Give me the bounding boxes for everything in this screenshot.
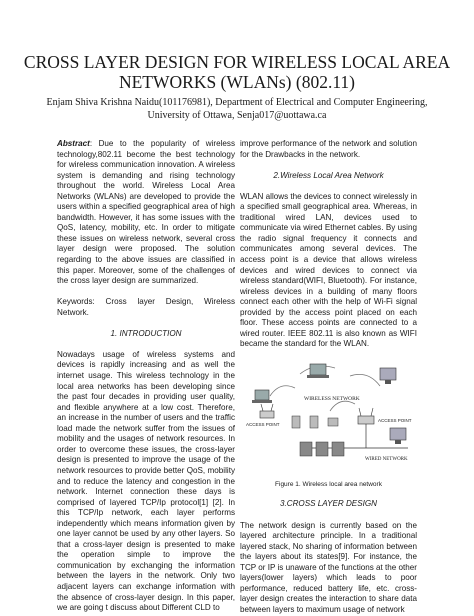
section-3-text: The network design is currently based on the layered architecture principle. In a traditional layered stack, No sharing of information between the layers about its states[9]. For instance, the TCP or IP is unaware of the functions at the other layers(lower layers) which leads to poor performance, reduced battery life, etc. cross-layer design creates the interaction to share data between layers to maximum usage of network — [240, 520, 417, 614]
access-point-icon — [260, 404, 274, 418]
paper-title — [0, 52, 474, 92]
wlan-diagram — [240, 356, 417, 474]
access-point-right-label: ACCESS POINT — [378, 417, 412, 423]
desktop-computer-icon — [380, 368, 396, 384]
server-icon — [300, 442, 344, 456]
title-line-2: NETWORKS (WLANs) (802.11) — [118, 72, 356, 92]
wireless-network-label: WIRELESS NETWORK — [304, 395, 360, 402]
right-column — [240, 139, 417, 616]
section-1-heading: 1. INTRODUCTION — [110, 328, 182, 338]
figure-caption: Figure 1. Wireless local area network — [275, 480, 382, 488]
wlan-figure — [240, 356, 417, 480]
section-1-text: Nowadays usage of wireless systems and devices is rapidly increasing and as well the internet usage. This wireless technology in the local area networks has been developing since the past four decades in providing user quality, and flexible anywhere at a low cost. Therefore, an increase in the number of users and the traffic load made the network suffer from the issues of mobility and the usages of network resources. In order to overcome these issues, the cross-layer design is presented to improve the usage of the network resources to provide better QoS, mobility and to reduce the latency and congestion in the network. Internet connection these days is comprised of layered TCP/Ip protocol[1] [2]. In this TCP/Ip network, each layer performs independently which means information given by one layer cannot be used by any other layers. So that a cross-layer design is presented to make the operation simple to improve the communication by exchanging the information between the layers in the network. Only two adjacent layers can exchange information with the absence of cross-layer design. In this paper, we are going t discuss about Different CLD to — [57, 349, 235, 613]
section-3-heading: 3.CROSS LAYER DESIGN — [279, 499, 377, 509]
section-2-text: WLAN allows the devices to connect wirelessly in a specified small geographical area. Whereas, in traditional wired LAN, devices used to communicate via wired Ethernet cables. By using the radio signal frequency it connects and communicates among several devices. The access point is a device that allows wireless devices and wired devices to connect via wireless standard(WIFI, Bluetooth). For instance, wireless devices in a building of many floors connect each other with the help of Wi-Fi signal provided by the access point placed on each floor. These access points are connected to a wired router. IEEE 802.11 is also known as WIFI became the standard for the WLAN. — [240, 191, 417, 349]
section-2-heading: 2.Wireless Local Area Network — [273, 170, 384, 180]
laptop-icon — [307, 364, 329, 378]
keywords: Keywords: Cross layer Design, Wireless Network. — [57, 297, 235, 317]
desktop-computer-icon — [390, 428, 406, 444]
access-point-icon — [358, 408, 374, 424]
author-line-2: University of Ottawa, Senja017@uottawa.ca — [147, 110, 327, 121]
abstract-text: : Due to the popularity of wireless technology,802.11 become the best technology for wireless communication innovation. A wireless system is demanding and rising technology throughout the world. Wireless Local Area Networks (WLANs) are developed to provide the users within a specified geographical area of high bandwidth. However, it has some issues with the QoS, latency, mobility, etc. In order to mitigate these issues on wireless network, several cross layer design were proposed. The solution regarding to the above issues are classified in this paper. Moreover, some of the challenges of the cross layer design are summarized. — [57, 139, 235, 286]
left-column — [57, 139, 235, 614]
wired-network-label: WIRED NETWORK — [365, 456, 408, 462]
abstract — [57, 139, 235, 287]
author-line-1: Enjam Shiva Krishna Naidu(101176981), Department of Electrical and Computer Engineering, — [46, 97, 428, 108]
mobile-device-icon — [292, 416, 338, 428]
access-point-left-label: ACCESS POINT — [246, 421, 280, 427]
intro-continuation: improve performance of the network and solution for the Drawbacks in the network. — [240, 139, 417, 159]
author-block — [0, 96, 474, 122]
title-line-1: CROSS LAYER DESIGN FOR WIRELESS LOCAL AREA — [23, 52, 451, 72]
laptop-icon — [252, 390, 272, 403]
abstract-label: Abstract — [57, 139, 90, 148]
